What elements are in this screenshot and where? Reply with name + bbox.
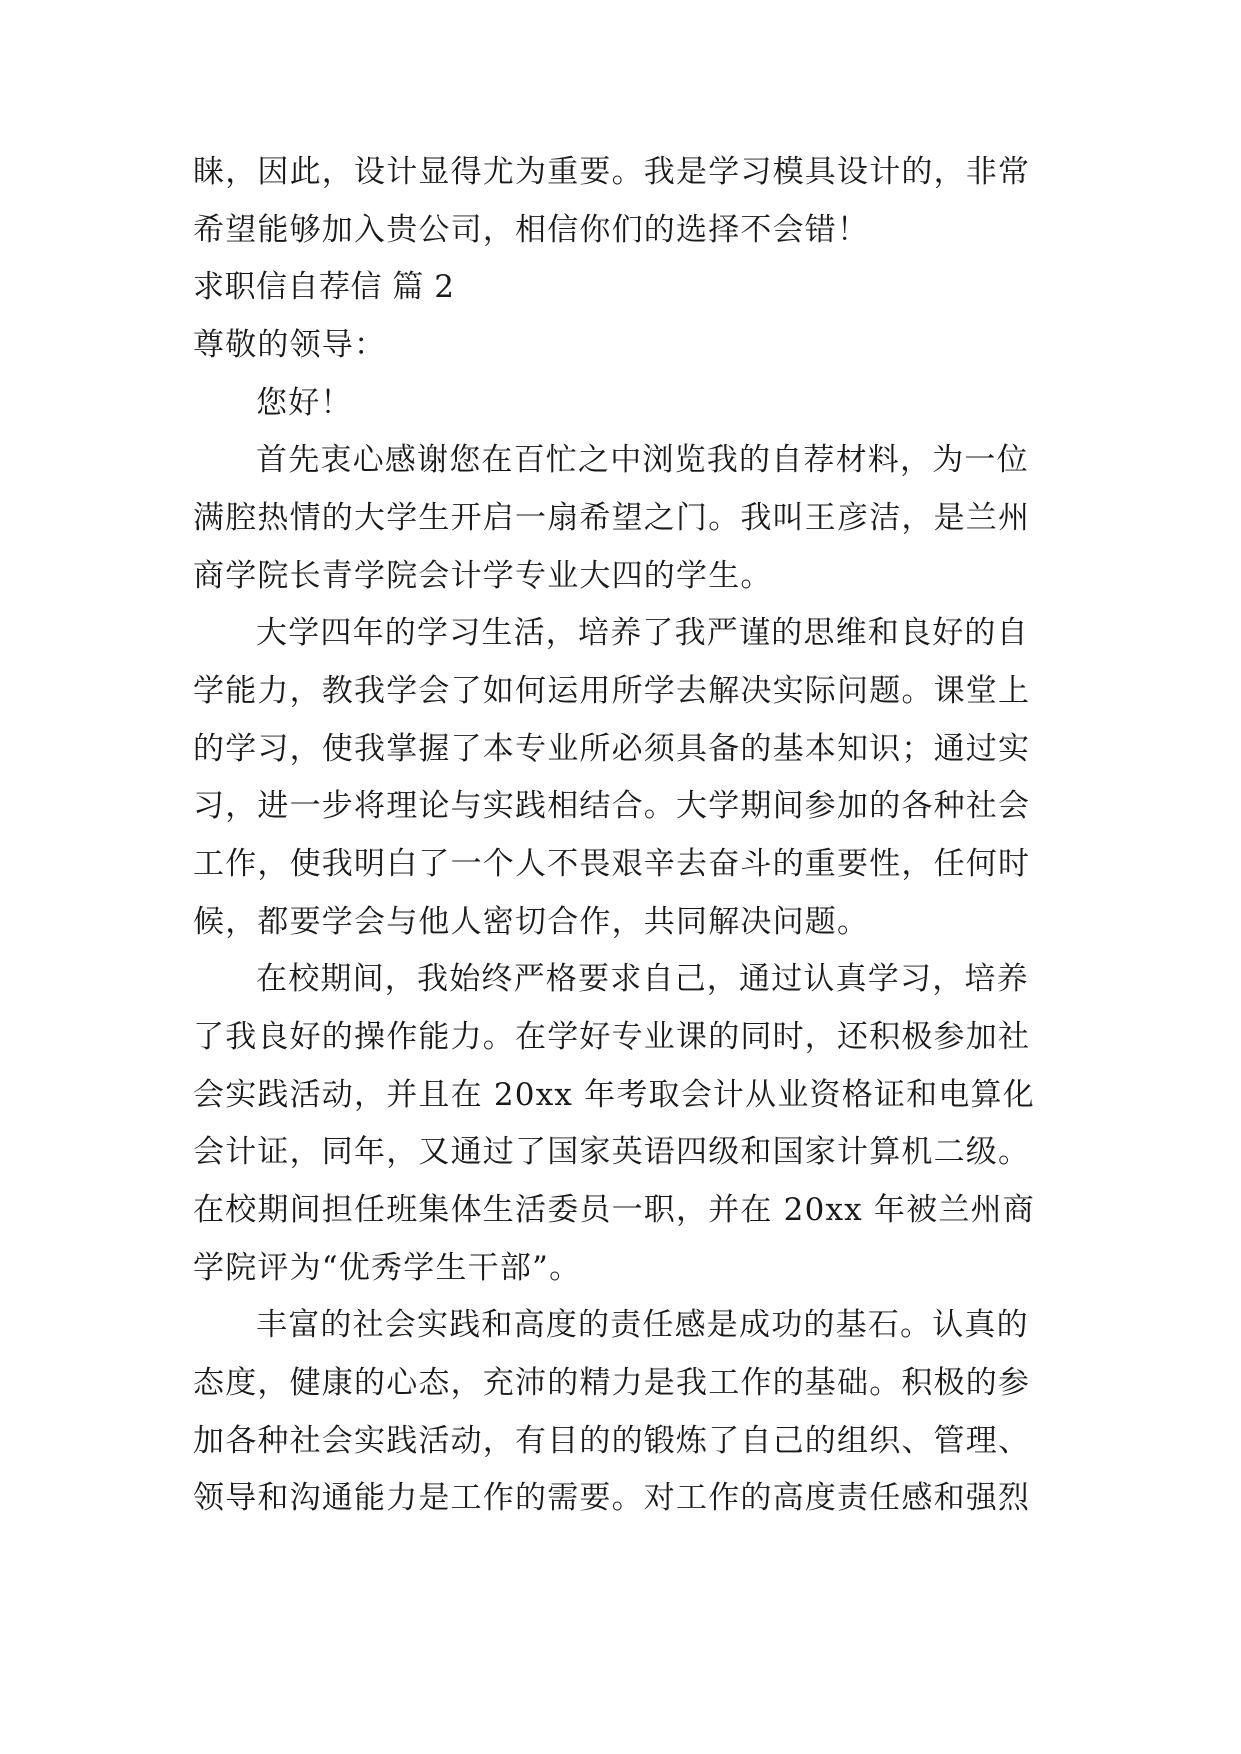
text-line: 加各种社会实践活动，有目的的锻炼了自己的组织、管理、 bbox=[193, 1423, 1031, 1459]
text-line: 丰富的社会实践和高度的责任感是成功的基石。认真的 bbox=[256, 1307, 1029, 1343]
text-line: 领导和沟通能力是工作的需要。对工作的高度责任感和强烈 bbox=[193, 1480, 1031, 1516]
text-line: 态度，健康的心态，充沛的精力是我工作的基础。积极的参 bbox=[193, 1365, 1031, 1401]
text-line: 满腔热情的大学生开启一扇希望之门。我叫王彦洁，是兰州 bbox=[193, 500, 1031, 536]
text-line: 商学院长青学院会计学专业大四的学生。 bbox=[193, 558, 773, 594]
text-line: 希望能够加入贵公司，相信你们的选择不会错！ bbox=[193, 212, 870, 248]
text-line: 了我良好的操作能力。在学好专业课的同时，还积极参加社 bbox=[193, 1019, 1031, 1055]
text-line: 会实践活动，并且在 20xx 年考取会计从业资格证和电算化 bbox=[193, 1077, 1035, 1113]
text-line: 候，都要学会与他人密切合作，共同解决问题。 bbox=[193, 904, 870, 940]
text-line: 学能力，教我学会了如何运用所学去解决实际问题。课堂上 bbox=[193, 673, 1031, 709]
text-line: 学院评为“优秀学生干部”。 bbox=[193, 1250, 582, 1286]
text-line: 首先衷心感谢您在百忙之中浏览我的自荐材料，为一位 bbox=[256, 442, 1029, 478]
text-line: 在校期间，我始终严格要求自己，通过认真学习，培养 bbox=[256, 961, 1029, 997]
text-line: 大学四年的学习生活，培养了我严谨的思维和良好的自 bbox=[256, 615, 1029, 651]
greeting: 您好！ bbox=[256, 385, 353, 421]
text-line: 睐，因此，设计显得尤为重要。我是学习模具设计的，非常 bbox=[193, 154, 1031, 190]
text-line: 的学习，使我掌握了本专业所必须具备的基本知识；通过实 bbox=[193, 731, 1031, 767]
text-line: 在校期间担任班集体生活委员一职，并在 20xx 年被兰州商 bbox=[193, 1192, 1035, 1228]
text-line: 会计证，同年，又通过了国家英语四级和国家计算机二级。 bbox=[193, 1134, 1031, 1170]
text-line: 工作，使我明白了一个人不畏艰辛去奋斗的重要性，任何时 bbox=[193, 846, 1031, 882]
salutation: 尊敬的领导： bbox=[193, 327, 387, 363]
text-line: 习，进一步将理论与实践相结合。大学期间参加的各种社会 bbox=[193, 788, 1031, 824]
section-heading: 求职信自荐信 篇 2 bbox=[193, 269, 455, 305]
